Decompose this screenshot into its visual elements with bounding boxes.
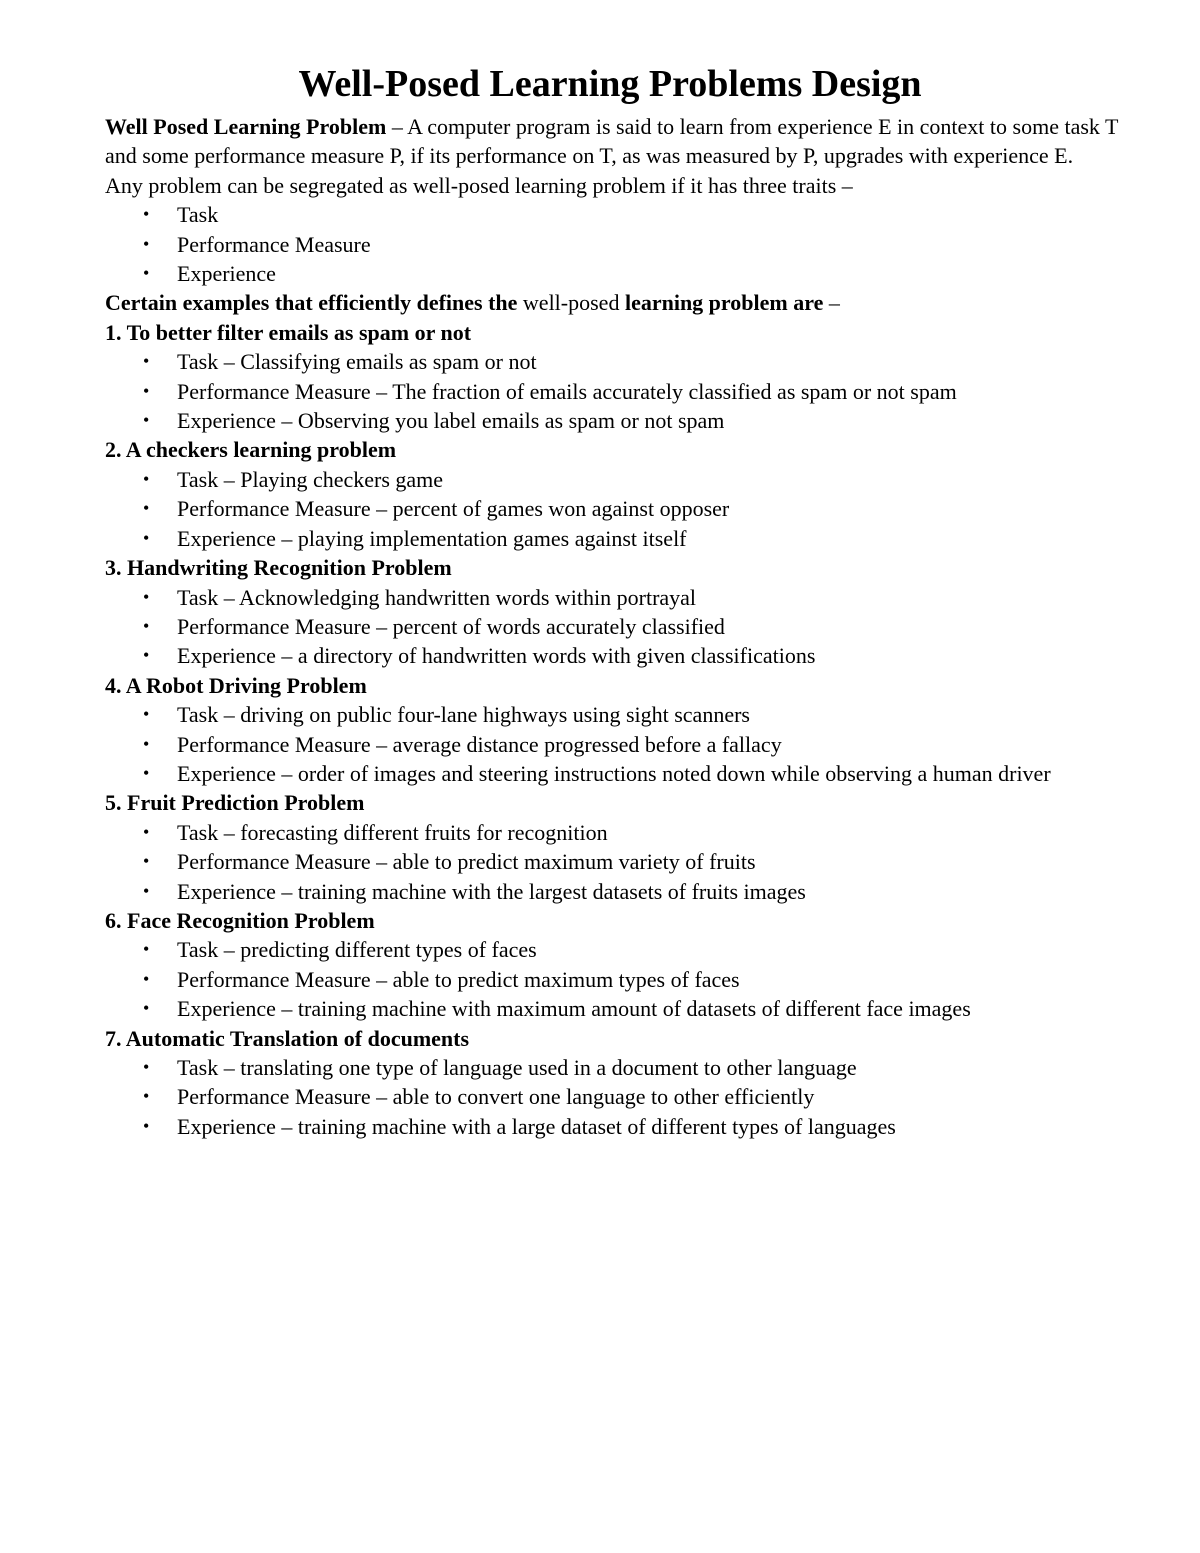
list-item-text: Task – Classifying emails as spam or not [177, 349, 537, 375]
list-item-text: Experience [177, 261, 276, 287]
list-item [105, 641, 1097, 670]
list-item-text: Task – Acknowledging handwritten words within portrayal [177, 584, 697, 610]
example-list-robot-driving [105, 700, 1125, 788]
bullet-icon: • [143, 233, 150, 254]
example-list-handwriting [105, 583, 1125, 671]
definition-term: Well Posed Learning Problem [105, 114, 387, 139]
list-item-text: Task – predicting different types of faces [177, 937, 537, 963]
examples-intro-part1: Certain examples that efficiently defines the [105, 290, 518, 316]
definition-text: – A computer program is said to learn from experience E in context to some task T and some performance measure P, if its performance on T, as was measured by P, upgrades with experience E. [105, 114, 1119, 169]
list-item [105, 230, 1097, 259]
list-item [105, 818, 1097, 847]
bullet-icon: • [143, 351, 150, 372]
list-item [105, 700, 1097, 729]
bullet-icon: • [143, 204, 150, 225]
examples-intro-part4: – [823, 290, 840, 316]
bullet-icon: • [143, 733, 150, 754]
list-item-text: Task [177, 202, 219, 228]
traits-intro: Any problem can be segregated as well-posed learning problem if it has three traits – [105, 172, 853, 198]
definition-paragraph [105, 112, 1125, 171]
list-item [105, 494, 1097, 523]
list-item-text: Task – translating one type of language used in a document to other language [177, 1055, 857, 1080]
examples-intro-part2: well-posed [517, 290, 625, 316]
list-item [105, 347, 1097, 376]
examples-intro [105, 288, 1125, 317]
bullet-icon: • [143, 498, 150, 519]
example-heading-spam-filter: 1. To better filter emails as spam or not [105, 319, 472, 345]
list-item [105, 877, 1097, 906]
list-item [105, 994, 1137, 1023]
bullet-icon: • [143, 380, 150, 401]
bullet-icon: • [143, 821, 150, 842]
list-item-text: Performance Measure – percent of words accurately classified [177, 613, 725, 639]
list-item [105, 377, 1017, 406]
document-page [105, 58, 1125, 1141]
list-item [105, 730, 1097, 759]
examples-intro-part3: learning problem are [624, 290, 824, 316]
list-item [105, 465, 1097, 494]
list-item [105, 583, 1097, 612]
example-heading-handwriting: 3. Handwriting Recognition Problem [105, 555, 452, 581]
example-list-spam-filter [105, 347, 1125, 435]
list-item [105, 612, 1097, 641]
bullet-icon: • [143, 939, 150, 960]
list-item [105, 259, 1097, 288]
list-item-text: Performance Measure [177, 231, 371, 257]
list-item-text: Experience – training machine with a large dataset of different types of languages [177, 1113, 896, 1139]
bullet-icon: • [143, 645, 150, 666]
example-heading-checkers: 2. A checkers learning problem [105, 437, 397, 463]
example-list-face-recognition [105, 935, 1125, 1023]
list-item [105, 1082, 1097, 1111]
example-heading-translation: 7. Automatic Translation of documents [105, 1025, 470, 1051]
bullet-icon: • [143, 410, 150, 431]
bullet-icon: • [143, 968, 150, 989]
traits-list [105, 200, 1125, 288]
bullet-icon: • [143, 880, 150, 901]
list-item-text: Experience – training machine with maximum amount of datasets of different face images [177, 996, 971, 1022]
list-item [105, 935, 1097, 964]
list-item [105, 1053, 1097, 1082]
bullet-icon: • [143, 1057, 150, 1077]
bullet-icon: • [143, 1115, 150, 1136]
list-item-text: Experience – a directory of handwritten words with given classifications [177, 643, 816, 669]
bullet-icon: • [143, 263, 150, 284]
page-title: Well-Posed Learning Problems Design [298, 63, 922, 105]
list-item-text: Experience – training machine with the largest datasets of fruits images [177, 878, 806, 904]
list-item-text: Performance Measure – able to convert one language to other efficiently [177, 1084, 815, 1110]
list-item-text: Performance Measure – able to predict maximum types of faces [177, 966, 740, 992]
bullet-icon: • [143, 1086, 150, 1107]
bullet-icon: • [143, 615, 150, 636]
list-item-text: Performance Measure – able to predict maximum variety of fruits [177, 849, 756, 875]
list-item-text: Task – Playing checkers game [177, 466, 444, 492]
list-item [105, 965, 1097, 994]
list-item-text: Performance Measure – percent of games won against opposer [177, 496, 730, 522]
list-item-text: Task – forecasting different fruits for recognition [177, 819, 608, 845]
example-heading-face-recognition: 6. Face Recognition Problem [105, 907, 375, 933]
list-item-text: Task – driving on public four-lane highways using sight scanners [177, 702, 750, 728]
example-heading-robot-driving: 4. A Robot Driving Problem [105, 672, 367, 698]
bullet-icon: • [143, 851, 150, 872]
list-item-text: Experience – playing implementation games against itself [177, 525, 687, 551]
list-item [105, 759, 1097, 788]
list-item [105, 406, 1097, 435]
example-list-translation [105, 1053, 1125, 1141]
example-heading-fruit-prediction: 5. Fruit Prediction Problem [105, 790, 365, 816]
list-item-text: Performance Measure – The fraction of emails accurately classified as spam or not spam [177, 378, 957, 404]
example-list-fruit-prediction [105, 818, 1125, 906]
list-item [105, 200, 1097, 229]
list-item-text: Experience – Observing you label emails as spam or not spam [177, 408, 725, 434]
list-item-text: Experience – order of images and steering instructions noted down while observing a human driver [177, 760, 1051, 786]
bullet-icon: • [143, 704, 150, 725]
list-item [105, 847, 1097, 876]
bullet-icon: • [143, 586, 150, 607]
bullet-icon: • [143, 468, 150, 489]
bullet-icon: • [143, 762, 150, 783]
bullet-icon: • [143, 998, 150, 1019]
list-item-text: Performance Measure – average distance progressed before a fallacy [177, 731, 782, 757]
bullet-icon: • [143, 527, 150, 548]
list-item [105, 1112, 1097, 1141]
list-item [105, 524, 1097, 553]
example-list-checkers [105, 465, 1125, 553]
